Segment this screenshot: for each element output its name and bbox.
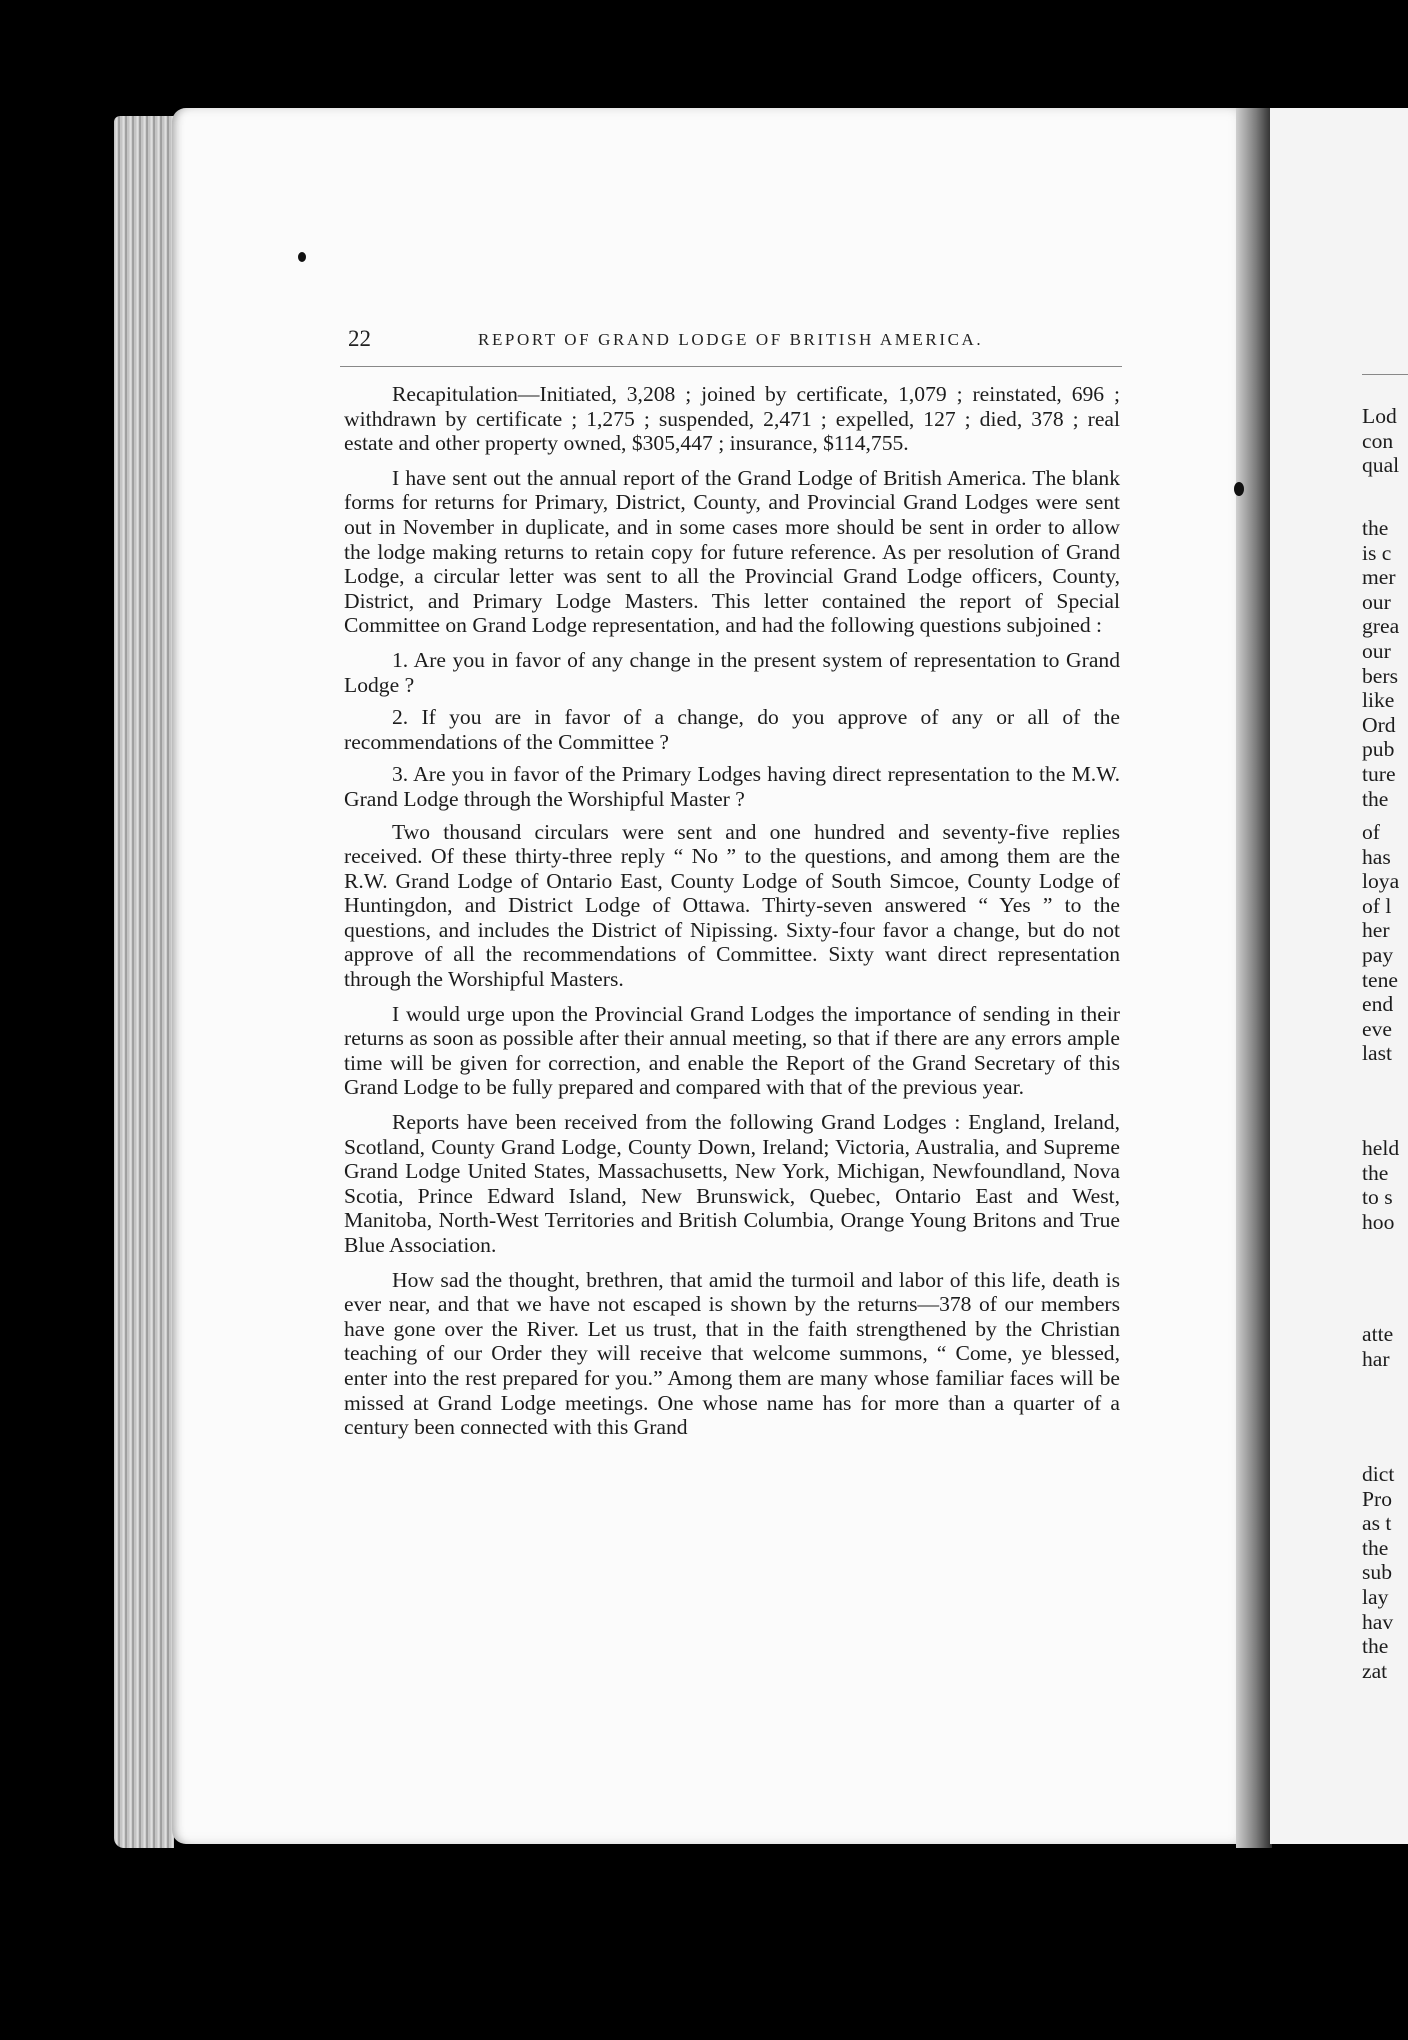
fragment-line: the <box>1362 516 1389 540</box>
fragment-line: zat <box>1362 1658 1388 1683</box>
fragment-line: the <box>1362 786 1389 811</box>
right-fragment-block <box>1362 820 1408 1066</box>
fragment-line: hav <box>1362 1609 1394 1634</box>
fragment-line: is c <box>1362 540 1392 565</box>
fragment-line: eve <box>1362 1016 1392 1041</box>
fragment-line: loya <box>1362 869 1400 894</box>
page-edges <box>114 116 174 1848</box>
question-1: 1. Are you in favor of any change in the present system of representation to Grand Lodge ? <box>344 647 1120 697</box>
fragment-line: grea <box>1362 614 1400 639</box>
ink-spot <box>1234 482 1244 496</box>
book-gutter <box>1236 108 1272 1848</box>
fragment-line: dict <box>1362 1462 1395 1486</box>
paragraph-obituary: How sad the thought, brethren, that amid the turmoil and labor of this life, death is ever near, and that we have not escaped is shown by the returns—378 of our members have gone over the River. Let us trust, that in the faith strengthened by the Christian teaching of our Order they will receive that welcome summons, “ Come, ye blessed, enter into the rest prepared for you.” Among them are many whose familiar faces will be missed at Grand Lodge meetings. One whose name has for more than a quarter of a century been connected with this Grand <box>344 1267 1120 1440</box>
paragraph-recapitulation: Recapitulation—Initiated, 3,208 ; joined by certificate, 1,079 ; reinstated, 696 ; withdrawn by certificate ; 1,275 ; suspended, 2,471 ; expelled, 127 ; died, 378 ; real estate and other property owned, $305,447 ; insurance, $114,755. <box>344 382 1120 456</box>
fragment-line: last <box>1362 1041 1392 1066</box>
fragment-line: the <box>1362 1535 1389 1560</box>
fragment-line: our <box>1362 638 1391 663</box>
paragraph-circulars: Two thousand circulars were sent and one hundred and seventy-five replies received. Of these thirty-three reply “ No ” to the questions, and among them are the R.W. Grand Lodge of Ontario East, County Lodge of South Simcoe, County Lodge of Huntingdon, and District Lodge of Ottawa. Thirty-seven answered “ Yes ” to the questions, and includes the District of Nipissing. Sixty-four favor a change, but do not approve of all the recommendations of Committee. Sixty want direct representation through the Worshipful Masters. <box>344 819 1120 992</box>
right-page-rule <box>1362 374 1408 375</box>
ink-spot <box>298 252 306 262</box>
fragment-line: our <box>1362 589 1391 614</box>
fragment-line: con <box>1362 428 1394 453</box>
fragment-line: Lod <box>1362 404 1397 428</box>
fragment-line: the <box>1362 1634 1389 1659</box>
fragment-line: qual <box>1362 453 1400 478</box>
fragment-line: the <box>1362 1160 1389 1185</box>
paragraph-annual-report: I have sent out the annual report of the Grand Lodge of British America. The blank forms for returns for Primary, District, County, and Provincial Grand Lodges were sent out in November in duplicate, and in some cases more should be sent in order to allow the lodge making returns to retain copy for future reference. As per resolution of Grand Lodge, a circular letter was sent to all the Provincial Grand Lodge officers, County, District, and Primary Lodge Masters. This letter contained the report of Special Committee on Grand Lodge representation, and had the following questions subjoined : <box>344 465 1120 638</box>
fragment-line: like <box>1362 688 1395 713</box>
fragment-line: has <box>1362 844 1391 869</box>
fragment-line: sub <box>1362 1560 1392 1585</box>
right-fragment-block <box>1362 404 1408 478</box>
right-fragment-block <box>1362 1462 1408 1683</box>
fragment-line: Ord <box>1362 712 1396 737</box>
fragment-line: tene <box>1362 967 1398 992</box>
fragment-line: to s <box>1362 1185 1393 1210</box>
fragment-line: end <box>1362 992 1394 1017</box>
question-2: 2. If you are in favor of a change, do you approve of any or all of the recommendations of the Committee ? <box>344 705 1120 754</box>
fragment-line: lay <box>1362 1584 1389 1609</box>
fragment-line: her <box>1362 918 1390 943</box>
fragment-line: hoo <box>1362 1209 1395 1234</box>
fragment-line: held <box>1362 1136 1400 1160</box>
paragraph-returns: I would urge upon the Provincial Grand Lodges the importance of sending in their returns as soon as possible after their annual meeting, so that if there are any errors ample time will be given for correction, and enable the Report of the Grand Secretary of this Grand Lodge to be fully prepared and compared with that of the previous year. <box>344 1001 1120 1100</box>
fragment-line: ture <box>1362 761 1396 786</box>
page-header <box>348 326 1124 354</box>
fragment-line: atte <box>1362 1322 1394 1346</box>
fragment-line: pub <box>1362 737 1395 762</box>
fragment-line: Pro <box>1362 1486 1392 1511</box>
right-fragment-block <box>1362 1322 1408 1371</box>
page-number: 22 <box>348 326 371 351</box>
fragment-line: as t <box>1362 1511 1392 1536</box>
running-title: REPORT OF GRAND LODGE OF BRITISH AMERICA. <box>478 330 984 349</box>
fragment-line: har <box>1362 1346 1390 1371</box>
fragment-line: bers <box>1362 663 1398 688</box>
question-3: 3. Are you in favor of the Primary Lodges having direct representation to the M.W. Grand Lodge through the Worshipful Master ? <box>344 762 1120 811</box>
fragment-line: pay <box>1362 942 1394 967</box>
right-fragment-block <box>1362 1136 1408 1234</box>
fragment-line: mer <box>1362 565 1396 590</box>
fragment-line: of <box>1362 820 1380 844</box>
paragraph-reports-received: Reports have been received from the following Grand Lodges : England, Ireland, Scotland, County Grand Lodge, County Down, Ireland; Victoria, Australia, and Supreme Grand Lodge United States, Massachusetts, New York, Michigan, Newfoundland, Nova Scotia, Prince Edward Island, New Brunswick, Quebec, Ontario East and West, Manitoba, North-West Territories and British Columbia, Orange Young Britons and True Blue Association. <box>344 1110 1120 1257</box>
body-text <box>344 382 1120 1450</box>
right-fragment-block <box>1362 516 1408 811</box>
fragment-line: of l <box>1362 893 1392 918</box>
header-rule <box>340 366 1122 367</box>
